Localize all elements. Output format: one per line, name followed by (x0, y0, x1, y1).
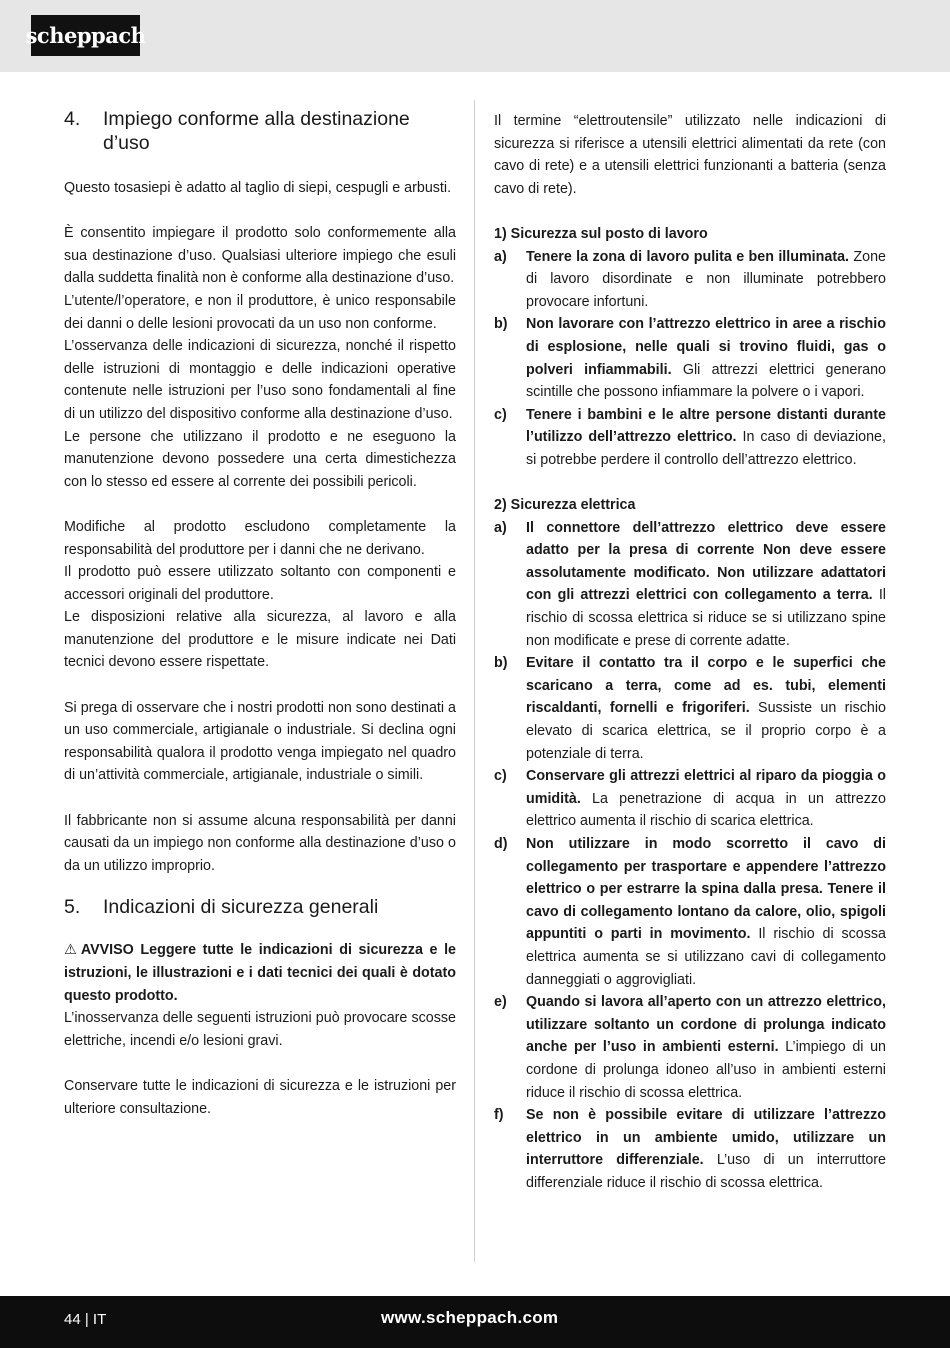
paragraph: Il fabbricante non si assume alcuna responsabilità per danni causati da un impiego non conforme alla destinazione d’uso o da un utilizzo improprio. (64, 812, 456, 874)
list-item (494, 517, 886, 653)
list-item-plain-text: In caso di deviazione, si potrebbe perdere il controllo dell’attrezzo elettrico. (526, 429, 886, 468)
list-item-text (526, 404, 886, 472)
list-item (494, 404, 886, 472)
list-item-text (526, 765, 886, 833)
intro-paragraph: Il termine “elettroutensile” utilizzato nelle indicazioni di sicurezza si riferisce a utensili elettrici alimentati da rete (con cavo di rete) e a utensili elettrici funzionanti a batteria (senza cavo di rete). (494, 113, 886, 197)
list-item-label: a) (494, 248, 507, 265)
list-item-label: f) (494, 1107, 504, 1124)
warning-notice (64, 939, 456, 1007)
list-item-plain-text: La penetrazione di acqua in un attrezzo elettrico aumenta il rischio di scarica elettrica. (526, 790, 886, 830)
section-number: 4. (64, 108, 81, 130)
right-column (494, 110, 886, 1195)
header-bar (0, 0, 950, 72)
list-item-text (526, 652, 886, 765)
list-item (494, 313, 886, 403)
list-item-bold-text: Evitare il contatto tra il corpo e le superfici che scaricano a terra, come ad es. tubi, elementi riscaldanti, fornelli e frigoriferi. (526, 655, 886, 717)
subsection-title: 1) Sicurezza sul posto di lavoro (494, 225, 708, 242)
list-item-bold-text: Tenere la zona di lavoro pulita e ben illuminata. (526, 248, 850, 265)
list-item-plain-text: Sussiste un rischio elevato di scarica elettrica, se il proprio corpo è a potenziale di terra. (526, 700, 886, 762)
list-item-label: b) (494, 316, 508, 333)
paragraph: Le persone che utilizzano il prodotto e ne eseguono la manutenzione devono possedere una certa dimestichezza con lo stesso ed essere al corrente dei possibili pericoli. (64, 428, 456, 490)
warning-text: AVVISO Leggere tutte le indicazioni di sicurezza e le istruzioni, le illustrazioni e i dati tecnici dei quali è dotato questo prodotto. (64, 942, 456, 1004)
paragraph: Le disposizioni relative alla sicurezza, al lavoro e alla manutenzione del produttore e le misure indicate nei Dati tecnici devono essere rispettate. (64, 609, 456, 671)
paragraph: L’inosservanza delle seguenti istruzioni può provocare scosse elettriche, incendi e/o lesioni gravi. (64, 1010, 456, 1049)
safety-list-workplace (494, 246, 886, 472)
warning-triangle-icon: ⚠ (64, 942, 77, 959)
list-item-label: c) (494, 768, 507, 785)
list-item-plain-text: Gli attrezzi elettrici generano scintille che possono infiammare la polvere o i vapori. (526, 361, 886, 401)
list-item-text (526, 246, 886, 314)
list-item-label: b) (494, 655, 508, 672)
list-item-bold-text: Il connettore dell’attrezzo elettrico deve essere adatto per la presa di corrente Non deve essere assolutamente modificato. Non utilizzare adattatori con gli attrezzi elettrici con collegamento a terra. (526, 519, 886, 604)
list-item-bold-text: Tenere i bambini e le altre persone distanti durante l’utilizzo dell’attrezzo elettrico. (526, 406, 886, 446)
list-item-plain-text: Zone di lavoro disordinate e non illuminate potrebbero provocare infortuni. (526, 248, 886, 310)
section-title: Impiego conforme alla destinazione d’uso (103, 108, 410, 154)
footer-bar (0, 1296, 950, 1348)
paragraph: È consentito impiegare il prodotto solo conformemente alla sua destinazione d’uso. Qualsiasi ulteriore impiego che esuli dalla suddetta finalità non è conforme alla destinazione d’uso. (64, 225, 456, 287)
list-item-text (526, 833, 886, 991)
list-item-plain-text: Il rischio di scossa elettrica si riduce se si utilizzano spine non modificate e prese di corrente adatte. (526, 587, 886, 649)
safety-list-electrical (494, 517, 886, 1195)
list-item-text (526, 991, 886, 1104)
list-item-bold-text: Non lavorare con l’attrezzo elettrico in aree a rischio di esplosione, nelle quali si trovino fluidi, gas o polveri infiammabili. (526, 316, 886, 378)
list-item-text (526, 517, 886, 653)
list-item (494, 246, 886, 314)
list-item-label: a) (494, 519, 507, 536)
list-item (494, 652, 886, 765)
list-item (494, 765, 886, 833)
paragraph: L’osservanza delle indicazioni di sicurezza, nonché il rispetto delle istruzioni di montaggio e delle indicazioni operative contenute nelle istruzioni per l’uso sono fondamentali al fine di un utilizzo del dispositivo conforme alla destinazione d’uso. (64, 338, 456, 422)
list-item-label: c) (494, 406, 507, 423)
list-item-plain-text: L’impiego di un cordone di prolunga idoneo all’uso in ambienti esterni riduce il rischio di scossa elettrica. (526, 1039, 887, 1101)
brand-logo: scheppach (31, 15, 140, 56)
list-item (494, 833, 886, 991)
list-item-bold-text: Se non è possibile evitare di utilizzare l’attrezzo elettrico in un ambiente umido, utilizzare un interruttore differenziale. (526, 1107, 886, 1169)
list-item-plain-text: Il rischio di scossa elettrica aumenta se si utilizzano cavi di collegamento danneggiati o aggrovigliati. (526, 926, 886, 988)
section-title: Indicazioni di sicurezza generali (103, 896, 379, 919)
list-item-bold-text: Conservare gli attrezzi elettrici al riparo da pioggia o umidità. (526, 768, 886, 807)
column-divider (474, 100, 475, 1262)
list-item-bold-text: Non utilizzare in modo scorretto il cavo di collegamento per trasportare e appendere l’attrezzo elettrico o per estrarre la spina dalla presa. Tenere il cavo di collegamento lontano da calore, olio, spigoli appuntiti o parti in movimento. (526, 836, 886, 943)
paragraph: Conservare tutte le indicazioni di sicurezza e le istruzioni per ulteriore consultazione. (64, 1077, 456, 1117)
list-item-label: d) (494, 836, 508, 852)
list-item-bold-text: Quando si lavora all’aperto con un attrezzo elettrico, utilizzare soltanto un cordone di prolunga indicato anche per l’uso in ambienti esterni. (526, 994, 886, 1056)
page-number: 44 | IT (64, 1311, 107, 1328)
section-5-heading (64, 895, 456, 919)
paragraph: L’utente/l’operatore, e non il produttore, è unico responsabile dei danni o delle lesioni provocati da un uso non conforme. (64, 292, 456, 332)
list-item-text (526, 313, 886, 403)
paragraph: Modifiche al prodotto escludono completamente la responsabilità del produttore per i danni che ne derivano. (64, 518, 456, 558)
section-4-heading (64, 107, 456, 155)
paragraph: Il prodotto può essere utilizzato soltanto con componenti e accessori originali del produttore. (64, 564, 456, 603)
section-number: 5. (64, 896, 81, 919)
subsection-title: 2) Sicurezza elettrica (494, 497, 636, 514)
list-item-plain-text: L’uso di un interruttore differenziale riduce il rischio di scossa elettrica. (526, 1152, 886, 1191)
paragraph: Si prega di osservare che i nostri prodotti non sono destinati a un uso commerciale, artigianale o industriale. Si declina ogni responsabilità qualora il prodotto venga impiegato nel quadro di un’attività commerciale, artigianale, industriale o simili. (64, 699, 456, 784)
left-column (64, 107, 456, 1120)
paragraph: Questo tosasiepi è adatto al taglio di siepi, cespugli e arbusti. (64, 180, 452, 196)
list-item-label: e) (494, 994, 507, 1011)
list-item-text (526, 1104, 886, 1194)
list-item (494, 991, 886, 1104)
website-url: www.scheppach.com (381, 1308, 559, 1327)
list-item (494, 1104, 886, 1194)
